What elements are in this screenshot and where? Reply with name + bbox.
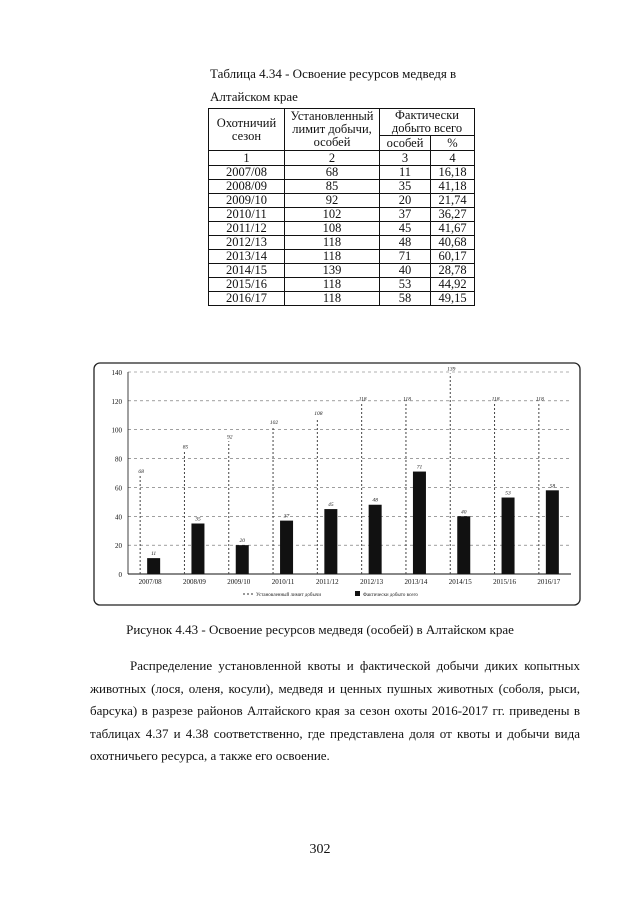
limit-data-label: 118 [491,396,500,403]
cell-season: 2014/15 [209,264,285,278]
cell-limit: 92 [285,194,380,208]
table-row [209,236,475,250]
actual-bar [147,558,160,574]
actual-data-label: 71 [416,464,423,471]
cell-count: 35 [380,180,431,194]
y-tick-label: 120 [111,397,122,406]
table-row [209,264,475,278]
limit-data-label: 139 [447,366,456,373]
actual-data-label: 45 [328,502,334,509]
actual-data-label: 37 [283,513,290,520]
cell-limit: 68 [285,166,380,180]
y-tick-label: 0 [118,571,122,579]
limit-data-label: 118 [358,396,367,403]
cell-count: 71 [380,250,431,264]
x-tick-label: 2009/10 [227,578,251,586]
cell-limit: 85 [285,180,380,194]
actual-data-label: 35 [195,516,201,523]
cell-percent: 49,15 [431,292,475,306]
bear-harvest-chart [93,362,581,606]
cell-count: 37 [380,208,431,222]
body-paragraph: Распределение установленной квоты и фактической добычи диких копытных животных (лося, оленя, косули), медведя и ценных пушных животных (соболя, рыси, барсука) в разрезе районов Алтайского края за сезон охоты 2016-2017 гг. приведены в таблицах 4.37 и 4.38 соответственно, где представлена доля от квоты и добычи вида охотничьего ресурса, а также его освоение. [90,658,580,763]
table-caption: Таблица 4.34 - Освоение ресурсов медведя в Алтайском крае [210,66,457,104]
cell-season: 2012/13 [209,236,285,250]
table-row [209,222,475,236]
actual-data-label: 11 [151,551,157,558]
cell-percent: 28,78 [431,264,475,278]
header-actual-count: особей [380,136,431,151]
header-actual: Фактически добыто всего [380,109,475,136]
table-row [209,292,475,306]
col-number: 4 [431,151,475,166]
actual-data-label: 53 [505,490,511,497]
x-tick-label: 2008/09 [182,578,206,586]
actual-data-label: 48 [372,497,378,504]
x-tick-label: 2010/11 [271,578,295,586]
cell-season: 2009/10 [209,194,285,208]
col-number: 3 [380,151,431,166]
actual-data-label: 58 [549,483,556,490]
legend-label-limit: Установленный лимит добычи [256,593,322,598]
limit-data-label: 118 [403,396,411,403]
col-number: 2 [285,151,380,166]
x-tick-label: 2013/14 [404,578,428,586]
cell-limit: 118 [285,292,380,306]
cell-percent: 16,18 [431,166,475,180]
actual-bar [369,505,382,574]
bear-harvest-table [208,108,475,306]
y-tick-label: 40 [115,513,122,522]
header-limit: Установленный лимит добычи, особей [285,109,380,151]
cell-season: 2008/09 [209,180,285,194]
cell-season: 2010/11 [209,208,285,222]
x-tick-label: 2014/15 [448,578,472,586]
table-row [209,278,475,292]
x-tick-label: 2012/13 [360,578,384,586]
body-paragraph-container [90,655,580,768]
x-tick-label: 2011/12 [316,578,339,586]
cell-count: 45 [380,222,431,236]
y-tick-label: 60 [115,484,122,493]
table-row [209,208,475,222]
cell-percent: 41,18 [431,180,475,194]
actual-bar [191,524,204,575]
cell-limit: 118 [285,250,380,264]
cell-count: 40 [380,264,431,278]
table-row [209,194,475,208]
cell-count: 58 [380,292,431,306]
cell-season: 2013/14 [209,250,285,264]
cell-limit: 139 [285,264,380,278]
actual-bar [280,521,293,574]
actual-data-label: 40 [461,509,467,516]
actual-bar [236,545,249,574]
y-tick-label: 20 [115,542,122,551]
limit-data-label: 102 [269,419,279,426]
actual-bar [413,472,426,574]
cell-limit: 108 [285,222,380,236]
table-row [209,250,475,264]
col-number: 1 [209,151,285,166]
y-tick-label: 80 [115,455,122,464]
header-actual-pct: % [431,136,475,151]
cell-percent: 60,17 [431,250,475,264]
cell-count: 48 [380,236,431,250]
column-number-row [209,151,475,166]
limit-data-label: 68 [138,468,144,475]
limit-data-label: 118 [535,396,544,403]
actual-data-label: 20 [239,538,245,545]
x-tick-label: 2015/16 [493,578,517,586]
cell-count: 20 [380,194,431,208]
cell-season: 2015/16 [209,278,285,292]
cell-percent: 44,92 [431,278,475,292]
cell-limit: 118 [285,278,380,292]
cell-limit: 102 [285,208,380,222]
legend-label-actual: Фактически добыто всего [363,593,418,598]
x-tick-label: 2016/17 [537,578,561,586]
page-number: 302 [309,842,331,857]
cell-percent: 40,68 [431,236,475,250]
cell-season: 2011/12 [209,222,285,236]
limit-data-label: 108 [314,411,323,418]
actual-bar [457,516,470,574]
actual-bar [546,490,559,574]
limit-data-label: 92 [227,434,233,441]
cell-season: 2007/08 [209,166,285,180]
cell-count: 53 [380,278,431,292]
cell-percent: 36,27 [431,208,475,222]
cell-season: 2016/17 [209,292,285,306]
y-tick-label: 100 [111,426,122,435]
table-row [209,166,475,180]
legend-swatch-actual [355,591,360,596]
cell-count: 11 [380,166,431,180]
cell-percent: 21,74 [431,194,475,208]
figure-caption: Рисунок 4.43 - Освоение ресурсов медведя (особей) в Алтайском крае [126,622,514,637]
y-tick-label: 140 [111,369,122,377]
actual-bar [324,509,337,574]
limit-data-label: 85 [182,444,189,451]
table-row [209,180,475,194]
actual-bar [502,498,515,574]
cell-percent: 41,67 [431,222,475,236]
header-season: Охотничий сезон [209,109,285,151]
x-tick-label: 2007/08 [138,578,162,586]
cell-limit: 118 [285,236,380,250]
